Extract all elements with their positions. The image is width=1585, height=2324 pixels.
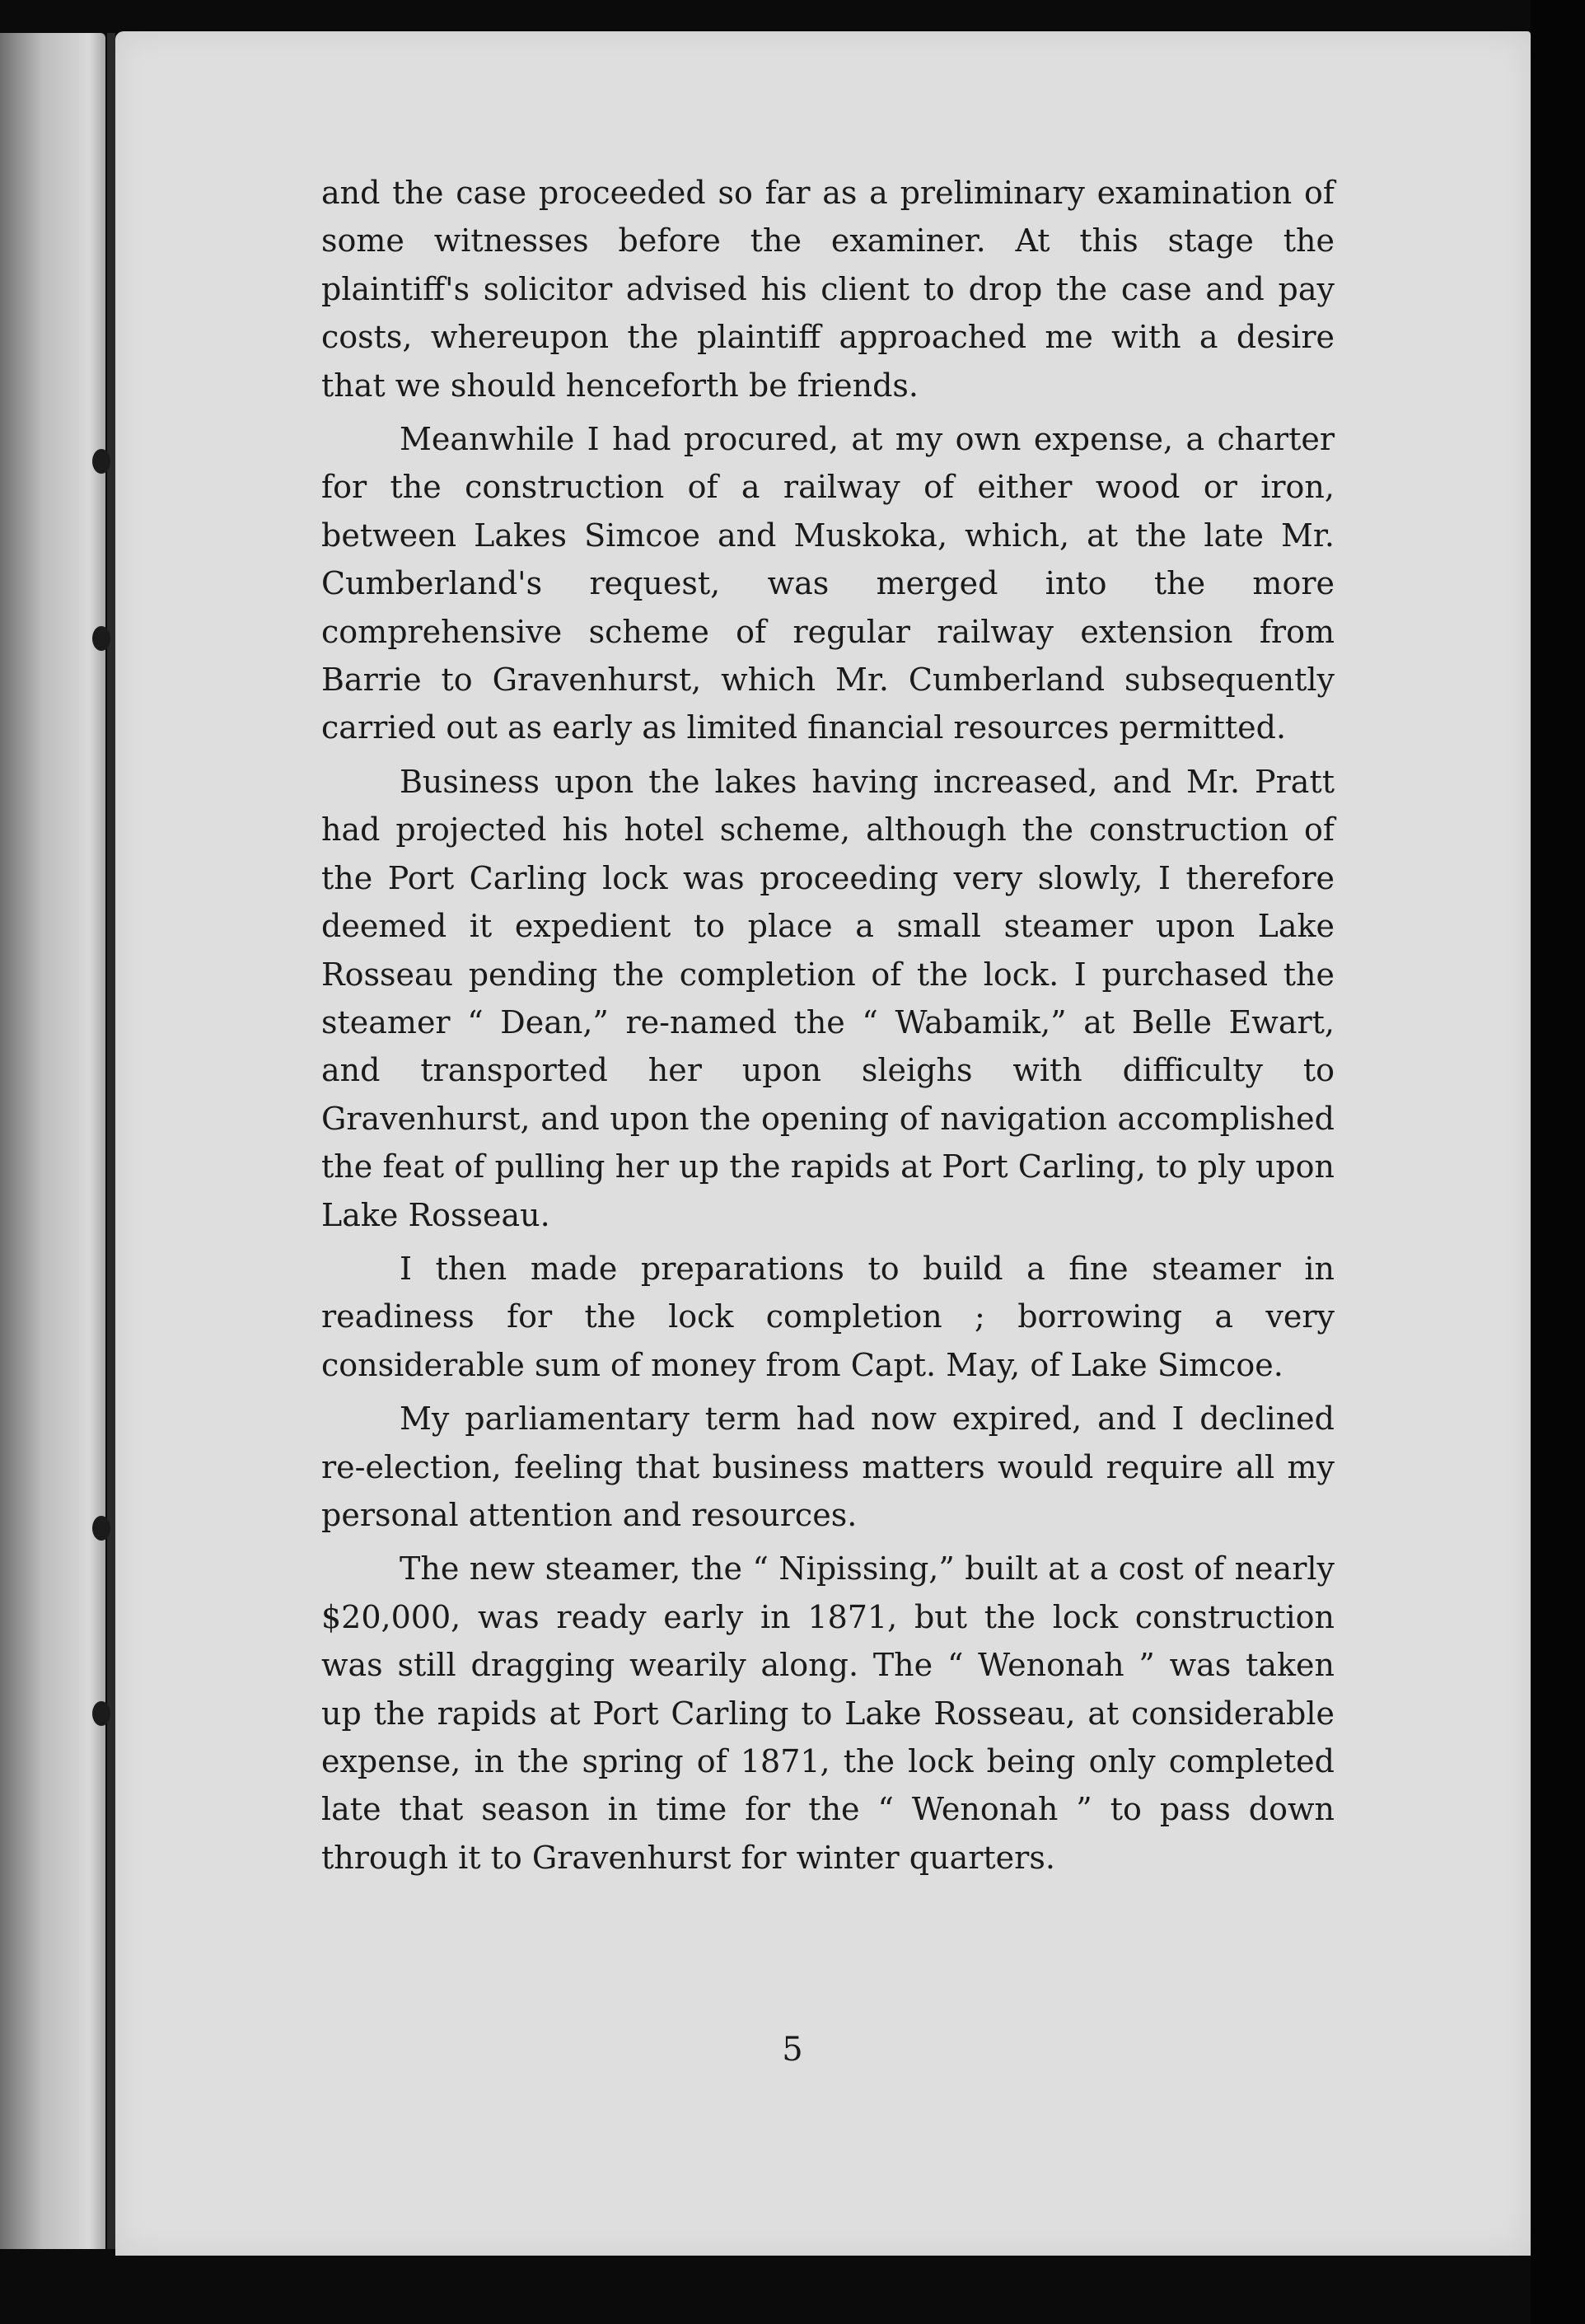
paragraph-nipissing: The new steamer, the “ Nipissing,” built at a cost of nearly $20,000, was ready early in 1871, but the lock construction was still dragging wearily along. The “ Wenonah ” was taken up the rapids at Port Carling to Lake Rosseau, at considerable expense, in the spring of 1871, the lock being only completed late that season in time for the “ Wenonah ” to pass down through it to Gravenhurst for winter quarters. (321, 1550, 1335, 1876)
paragraph-continuation: and the case proceeded so far as a preliminary examination of some witnesses before the examiner. At this stage the plaintiff's solicitor advised his client to drop the case and pay costs, whereupon the plaintiff approached me with a desire that we should henceforth be friends. (321, 175, 1335, 404)
paragraph-new-steamer-prep: I then made preparations to build a fine steamer in readiness for the lock completion ; borrowing a very considerable sum of money from Capt. May, of Lake Simcoe. (321, 1250, 1335, 1383)
paragraph-railway-charter: Meanwhile I had procured, at my own expense, a charter for the construction of a railway of either wood or iron, between Lakes Simcoe and Muskoka, which, at the late Mr. Cumberland's request, was merged into the more comprehensive scheme of regular railway extension from Barrie to Gravenhurst, which Mr. Cumberland subsequently carried out as early as limited financial resources permitted. (321, 421, 1335, 746)
binding-stitch (92, 626, 110, 651)
binding-stitch (92, 1701, 110, 1726)
binding-shadow (107, 33, 115, 2249)
scan-background-edge (1531, 0, 1585, 2324)
page-number: 5 (782, 2031, 803, 2069)
body-text (321, 169, 1335, 1882)
binding-stitch (92, 1516, 110, 1541)
paragraph-wabamik: Business upon the lakes having increased, and Mr. Pratt had projected his hotel scheme, although the construction of the Port Carling lock was proceeding very slowly, I therefore deemed it expedient to place a small steamer upon Lake Rosseau pending the completion of the lock. I purchased the steamer “ Dean,” re-named the “ Wabamik,” at Belle Ewart, and transported her upon sleighs with difficulty to Gravenhurst, and upon the opening of navigation accomplished the feat of pulling her up the rapids at Port Carling, to ply upon Lake Rosseau. (321, 763, 1335, 1233)
binding-stitch (92, 449, 110, 474)
paragraph-parliamentary-term: My parliamentary term had now expired, and I declined re-election, feeling that business matters would require all my personal attention and resources. (321, 1400, 1335, 1533)
previous-page-edge (0, 33, 105, 2249)
